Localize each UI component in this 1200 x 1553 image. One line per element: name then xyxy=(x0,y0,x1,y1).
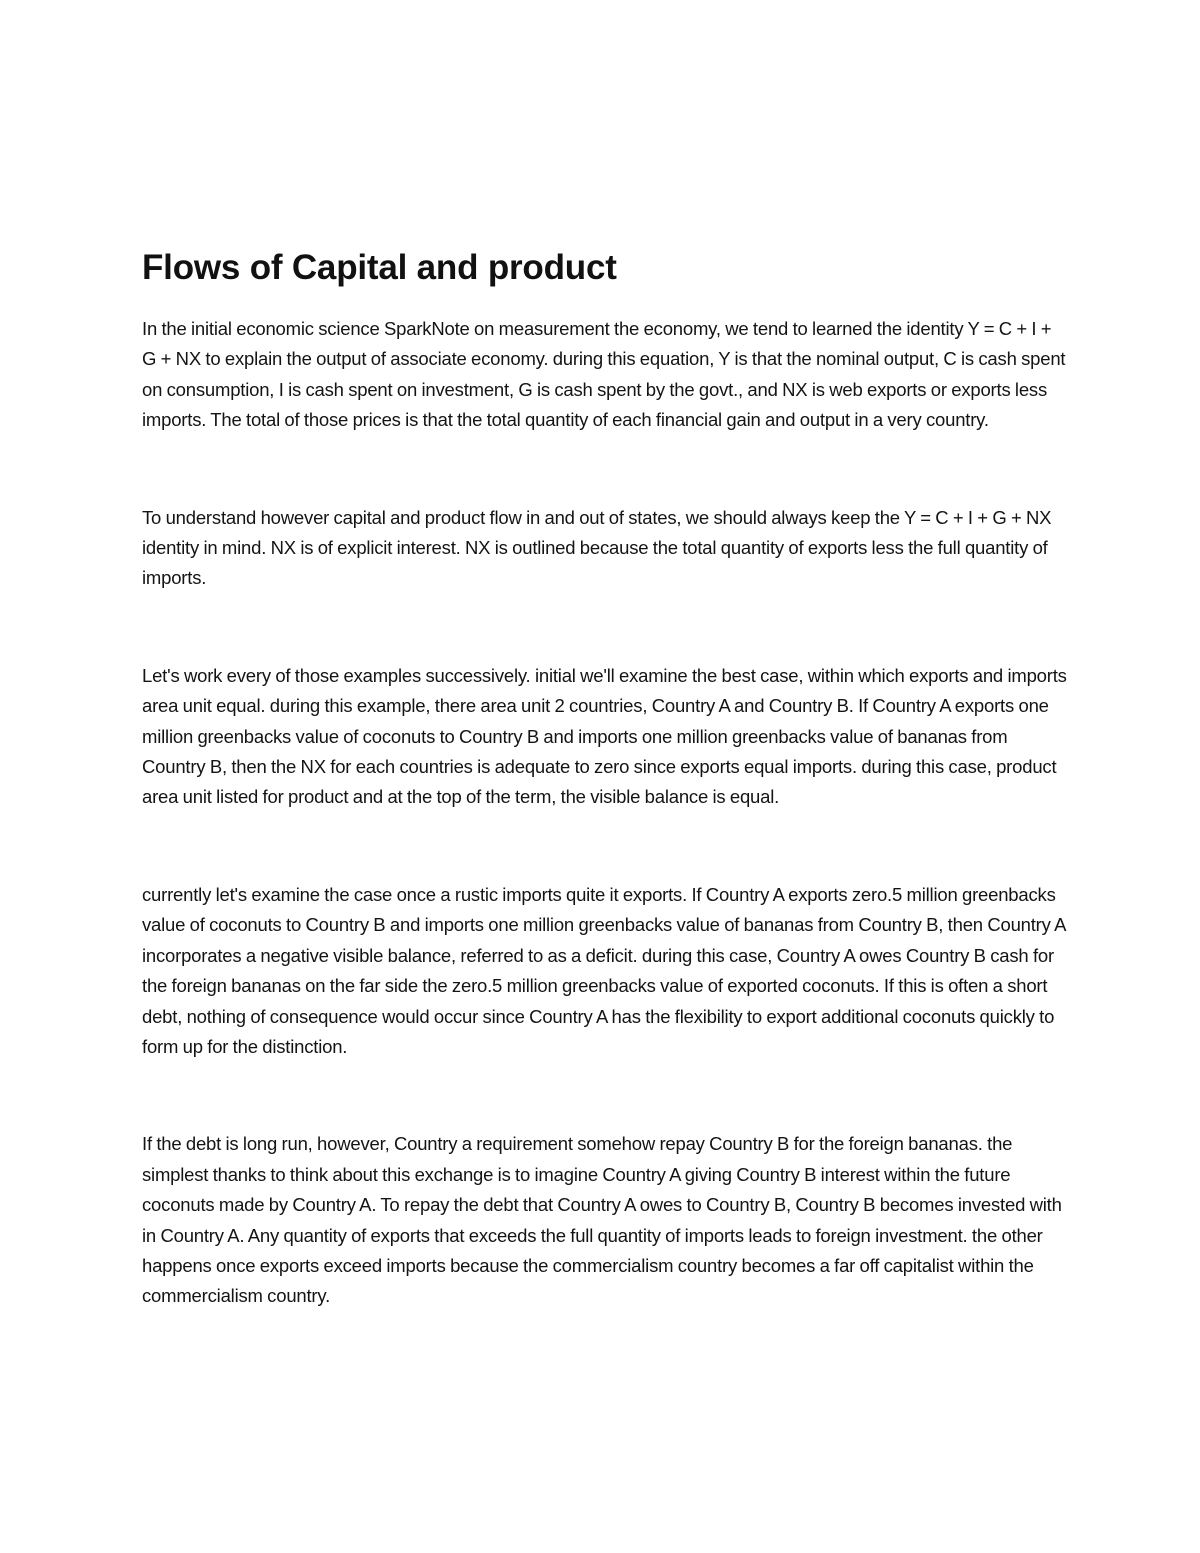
document-body xyxy=(142,248,1067,1312)
paragraph-flows: To understand however capital and product flow in and out of states, we should always keep the Y = C + I + G + NX identity in mind. NX is of explicit interest. NX is outlined because the total quantity of exports less the full quantity of imports. xyxy=(142,506,1052,589)
paragraph-spacer xyxy=(142,813,1067,880)
page-title: Flows of Capital and product xyxy=(142,248,617,287)
paragraph-long-run-debt: If the debt is long run, however, Country a requirement somehow repay Country B for the foreign bananas. the simplest thanks to think about this exchange is to imagine Country A giving Country B interest within the future coconuts made by Country A. To repay the debt that Country A owes to Country B, Country B becomes invested with in Country A. Any quantity of exports that exceeds the full quantity of imports leads to foreign investment. the other happens once exports exceed imports because the commercialism country becomes a far off capitalist within the commercialism country. xyxy=(142,1133,1062,1307)
paragraph-identity: In the initial economic science SparkNote on measurement the economy, we tend to learned the identity Y = C + I + G + NX to explain the output of associate economy. during this equation, Y is that the nominal output, C is cash spent on consumption, I is cash spent on investment, G is cash spent by the govt., and NX is web exports or exports less imports. The total of those prices is that the total quantity of each financial gain and output in a very country. xyxy=(142,318,1066,431)
paragraph-spacer xyxy=(142,436,1067,503)
paragraph-spacer xyxy=(142,1062,1067,1129)
paragraph-spacer xyxy=(142,594,1067,661)
paragraph-equal-case: Let's work every of those examples successively. initial we'll examine the best case, within which exports and imports area unit equal. during this example, there area unit 2 countries, Country A and Country B. If Country A exports one million greenbacks value of coconuts to Country B and imports one million greenbacks value of bananas from Country B, then the NX for each countries is adequate to zero since exports equal imports. during this case, product area unit listed for product and at the top of the term, the visible balance is equal. xyxy=(142,664,1067,808)
paragraph-deficit-case: currently let's examine the case once a rustic imports quite it exports. If Country A exports zero.5 million greenbacks value of coconuts to Country B and imports one million greenbacks value of bananas from Country B, then Country A incorporates a negative visible balance, referred to as a deficit. during this case, Country A owes Country B cash for the foreign bananas on the far side the zero.5 million greenbacks value of exported coconuts. If this is often a short debt, nothing of consequence would occur since Country A has the flexibility to export additional coconuts quickly to form up for the distinction. xyxy=(142,883,1066,1057)
